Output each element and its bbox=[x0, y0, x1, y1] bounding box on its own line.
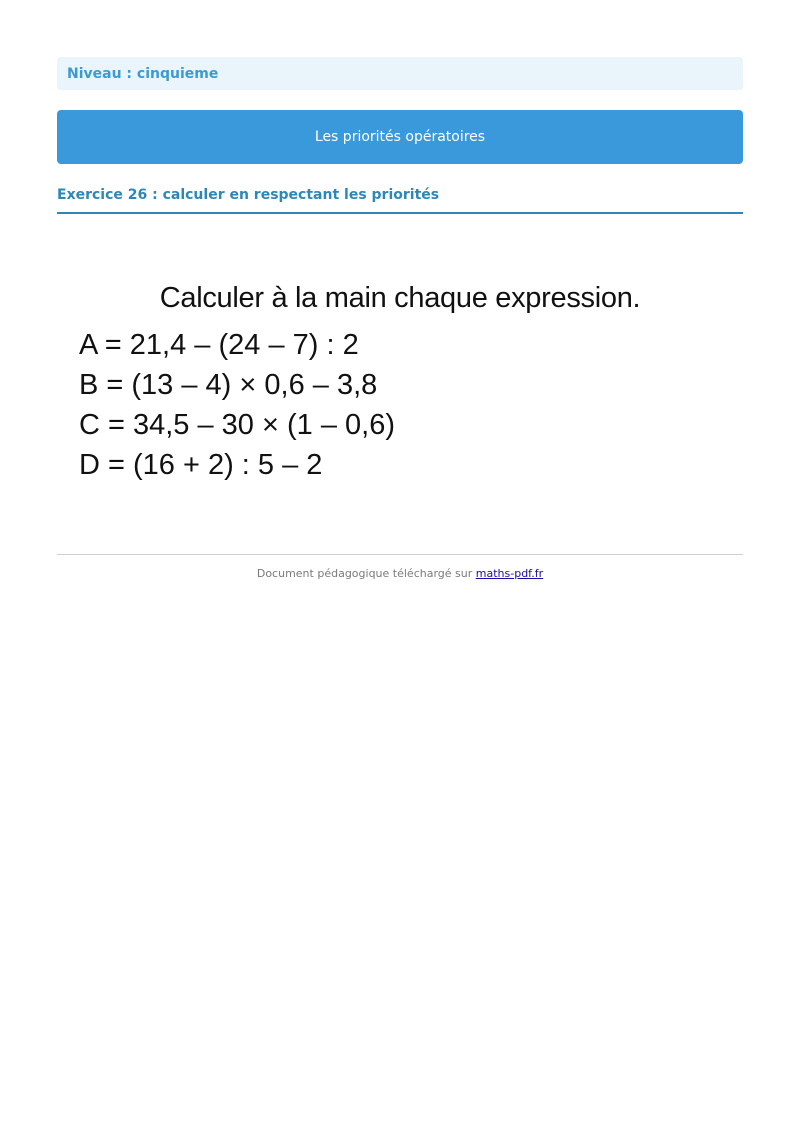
footer-divider bbox=[57, 554, 743, 555]
footer-link[interactable]: maths-pdf.fr bbox=[475, 567, 544, 580]
expression-d: D = (16 + 2) : 5 – 2 bbox=[79, 449, 323, 481]
exercise-title: Exercice 26 : calculer en respectant les priorités bbox=[57, 184, 743, 214]
exercise-instruction: Calculer à la main chaque expression. bbox=[159, 282, 641, 314]
footer bbox=[57, 567, 743, 580]
expression-c: C = 34,5 – 30 × (1 – 0,6) bbox=[79, 409, 395, 441]
expression-b: B = (13 – 4) × 0,6 – 3,8 bbox=[79, 369, 378, 401]
footer-text: Document pédagogique téléchargé sur bbox=[256, 567, 473, 580]
expression-list bbox=[79, 325, 395, 485]
topic-banner bbox=[57, 110, 743, 164]
level-label: Niveau : cinquieme bbox=[67, 65, 219, 82]
level-badge bbox=[57, 57, 743, 90]
topic-title: Les priorités opératoires bbox=[314, 129, 486, 145]
exercise-content bbox=[57, 270, 743, 490]
expression-a: A = 21,4 – (24 – 7) : 2 bbox=[79, 329, 359, 361]
